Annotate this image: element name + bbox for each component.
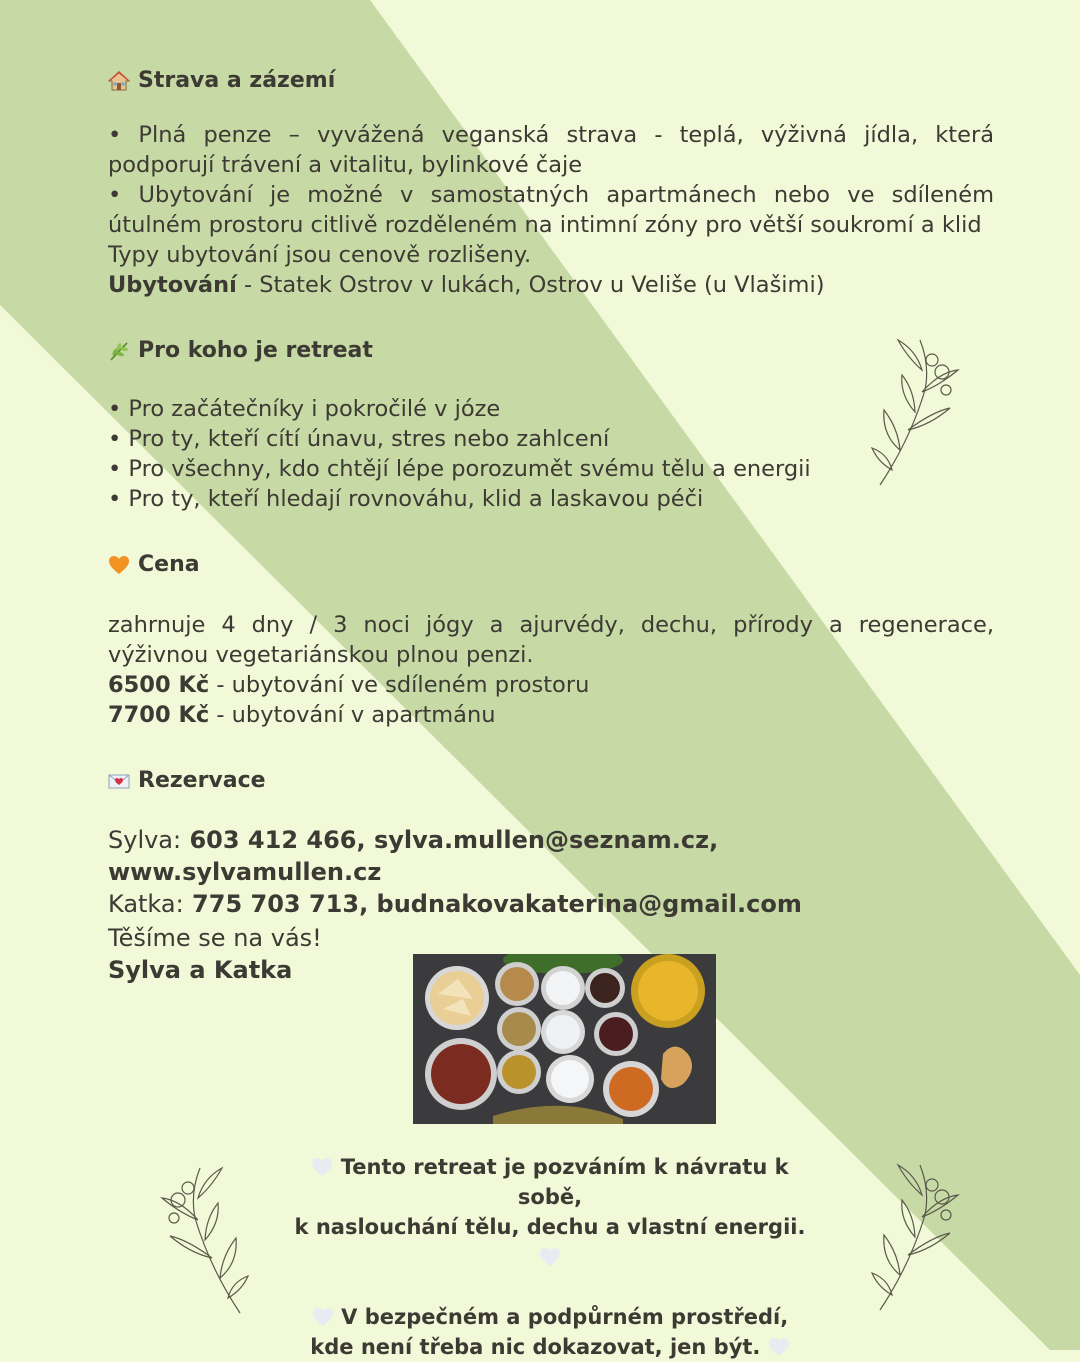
price-line-apartment [108,700,994,730]
katka-contact[interactable]: 775 703 713, budnakovakaterina@gmail.com [183,890,802,918]
closing-line-2: k naslouchání tělu, dechu a vlastní energii. [280,1212,820,1272]
signoff-greeting: Těšíme se na vás! [108,924,322,952]
price-apartment-desc: - ubytování v apartmánu [209,702,496,728]
strava-body [108,120,994,300]
contact-katka [108,888,994,920]
sylva-label: Sylva: [108,826,182,854]
price-shared: 6500 Kč [108,672,210,698]
olive-branch-icon [870,1155,970,1315]
pro-koho-heading [108,338,373,363]
signoff-names: Sylva a Katka [108,956,293,984]
katka-label: Katka: [108,890,184,918]
white-heart-icon [539,1247,561,1267]
closing-line-1: Tento retreat je pozváním k návratu k sobě, [280,1152,820,1212]
contact-sylva [108,824,994,888]
lodging-label: Ubytování [108,272,237,298]
strava-bullet-lodging: • Ubytování je možné v samostatných apartmánech nebo ve sdíleném útulném prostoru citlivě rozděleném na intimní zóny pro větší soukromí a klid [108,182,994,238]
price-apartment: 7700 Kč [108,702,210,728]
rezervace-contacts [108,824,994,920]
orange-heart-icon [108,554,130,576]
signoff [108,922,388,986]
pro-koho-title: Pro koho je retreat [138,338,373,363]
closing-line-4: kde není třeba nic dokazovat, jen být. [280,1332,820,1362]
cena-title: Cena [138,552,200,577]
list-item: • Pro ty, kteří cítí únavu, stres nebo zahlcení [108,426,610,452]
love-letter-icon [108,770,130,792]
price-line-shared [108,670,994,700]
list-item: • Pro všechny, kdo chtějí lépe porozumět svému tělu a energii [108,456,811,482]
rezervace-heading [108,768,266,793]
strava-title: Strava a zázemí [138,68,336,93]
closing-line-3: V bezpečném a podpůrném prostředí, [280,1302,820,1332]
strava-lodging-line [108,270,994,300]
price-shared-desc: - ubytování ve sdíleném prostoru [209,672,590,698]
cena-heading [108,552,200,577]
list-item: • Pro ty, kteří hledají rovnováhu, klid a laskavou péči [108,486,704,512]
strava-bullet-food: • Plná penze – vyvážená veganská strava - teplá, výživná jídla, která podporují trávení a vitalitu, bylinkové čaje [108,122,994,178]
closing-message [280,1152,820,1362]
cena-description: zahrnuje 4 dny / 3 noci jógy a ajurvédy, dechu, přírody a regenerace, výživnou vegetariánskou plnou penzi. [108,612,994,668]
strava-heading [108,68,335,93]
herb-icon [108,340,130,362]
sylva-contact[interactable]: 603 412 466, sylva.mullen@seznam.cz, www.sylvamullen.cz [108,826,719,886]
pro-koho-list [108,394,994,514]
cena-body [108,610,994,730]
olive-branch-icon [150,1158,250,1318]
spices-photo [413,954,716,1124]
white-heart-icon [312,1307,334,1327]
strava-price-note: Typy ubytování jsou cenově rozlišeny. [108,242,532,268]
house-icon [108,70,130,92]
rezervace-title: Rezervace [138,768,266,793]
white-heart-icon [768,1337,790,1357]
list-item: • Pro začátečníky i pokročilé v józe [108,396,501,422]
lodging-value: - Statek Ostrov v lukách, Ostrov u Veliše (u Vlašimi) [236,272,825,298]
white-heart-icon [311,1157,333,1177]
